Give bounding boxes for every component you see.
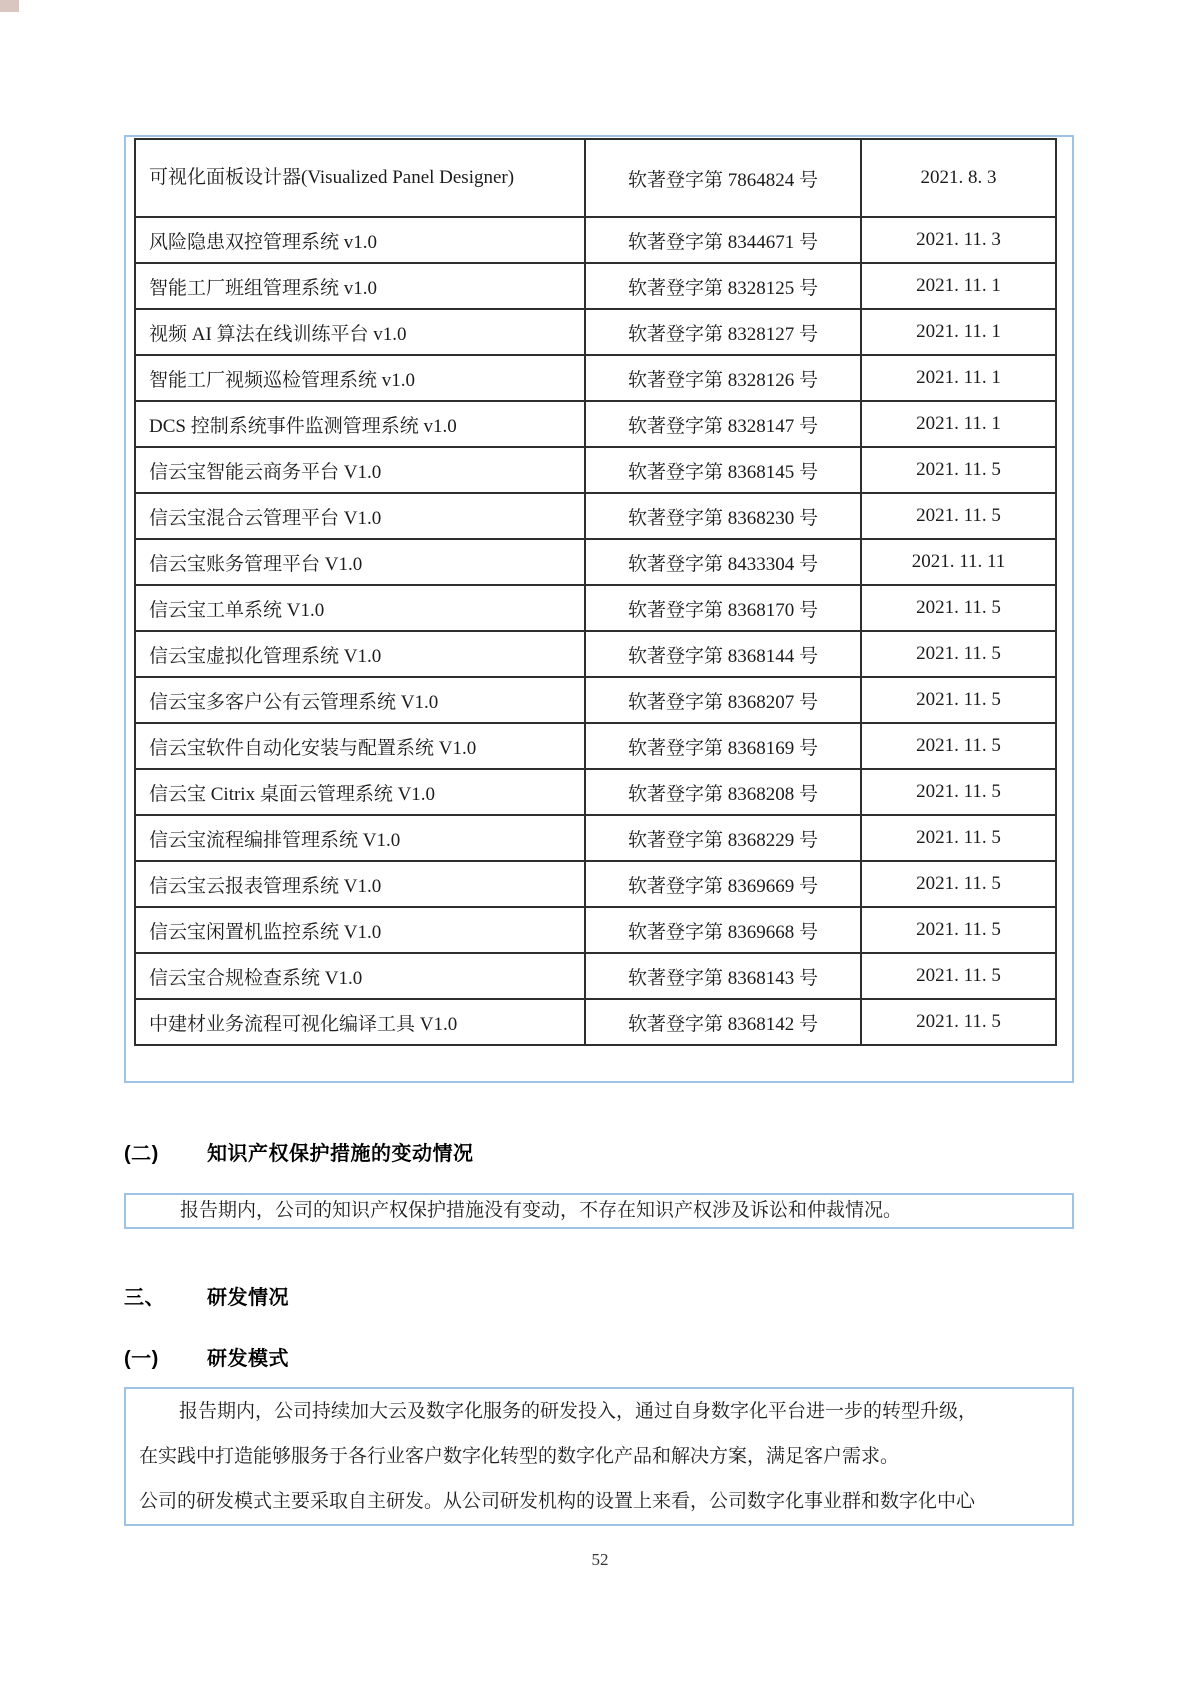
table-cell-reg: 软著登字第 7864824 号 — [585, 139, 861, 217]
table-row — [135, 139, 1056, 217]
table-cell-name: 信云宝合规检查系统 V1.0 — [135, 953, 585, 999]
table-row — [135, 723, 1056, 769]
section-title: 研发模式 — [207, 1348, 289, 1370]
table-cell-date: 2021. 11. 5 — [861, 999, 1056, 1045]
table-cell-date: 2021. 11. 5 — [861, 769, 1056, 815]
table-cell-date: 2021. 8. 3 — [861, 139, 1056, 217]
table-cell-name: 信云宝 Citrix 桌面云管理系统 V1.0 — [135, 769, 585, 815]
table-cell-date: 2021. 11. 11 — [861, 539, 1056, 585]
table-row — [135, 401, 1056, 447]
table-cell-reg: 软著登字第 8328126 号 — [585, 355, 861, 401]
table-cell-name: 信云宝流程编排管理系统 V1.0 — [135, 815, 585, 861]
section-number: (一) — [124, 1348, 159, 1370]
section-heading-rd — [124, 1286, 289, 1310]
table-cell-reg: 软著登字第 8369669 号 — [585, 861, 861, 907]
table-cell-name: 信云宝软件自动化安装与配置系统 V1.0 — [135, 723, 585, 769]
table-cell-date: 2021. 11. 5 — [861, 815, 1056, 861]
section-title: 知识产权保护措施的变动情况 — [207, 1143, 474, 1165]
section-number: 三、 — [124, 1287, 165, 1309]
software-copyright-table — [134, 138, 1057, 1046]
paragraph-line: 报告期内，公司持续加大云及数字化服务的研发投入，通过自身数字化平台进一步的转型升级， — [179, 1401, 978, 1422]
table-cell-reg: 软著登字第 8368145 号 — [585, 447, 861, 493]
table-row — [135, 539, 1056, 585]
paragraph-line: 在实践中打造能够服务于各行业客户数字化转型的数字化产品和解决方案，满足客户需求。 — [139, 1446, 900, 1467]
table-cell-date: 2021. 11. 5 — [861, 723, 1056, 769]
table-row — [135, 999, 1056, 1045]
section-title: 研发情况 — [207, 1287, 289, 1309]
table-row — [135, 769, 1056, 815]
table-row — [135, 447, 1056, 493]
table-cell-date: 2021. 11. 5 — [861, 631, 1056, 677]
table-row — [135, 263, 1056, 309]
table-cell-reg: 软著登字第 8368142 号 — [585, 999, 861, 1045]
paragraph-line: 公司的研发模式主要采取自主研发。从公司研发机构的设置上来看，公司数字化事业群和数字化中心 — [139, 1491, 976, 1512]
table-cell-name: 信云宝智能云商务平台 V1.0 — [135, 447, 585, 493]
table-row — [135, 309, 1056, 355]
table-cell-reg: 软著登字第 8433304 号 — [585, 539, 861, 585]
table-row — [135, 355, 1056, 401]
table-cell-name: 智能工厂班组管理系统 v1.0 — [135, 263, 585, 309]
table-cell-reg: 软著登字第 8328127 号 — [585, 309, 861, 355]
table-cell-reg: 软著登字第 8368229 号 — [585, 815, 861, 861]
table-cell-reg: 软著登字第 8369668 号 — [585, 907, 861, 953]
ip-change-text-box — [124, 1193, 1074, 1229]
table-cell-reg: 软著登字第 8368169 号 — [585, 723, 861, 769]
table-cell-reg: 软著登字第 8328147 号 — [585, 401, 861, 447]
table-cell-reg: 软著登字第 8328125 号 — [585, 263, 861, 309]
table-cell-name: 信云宝账务管理平台 V1.0 — [135, 539, 585, 585]
table-cell-date: 2021. 11. 1 — [861, 263, 1056, 309]
table-row — [135, 861, 1056, 907]
table-cell-reg: 软著登字第 8368230 号 — [585, 493, 861, 539]
table-cell-name: 信云宝工单系统 V1.0 — [135, 585, 585, 631]
scan-corner-artifact — [0, 0, 19, 12]
table-cell-reg: 软著登字第 8344671 号 — [585, 217, 861, 263]
section-heading-ip-change — [124, 1142, 474, 1166]
table-cell-name: 信云宝闲置机监控系统 V1.0 — [135, 907, 585, 953]
table-cell-name: 信云宝混合云管理平台 V1.0 — [135, 493, 585, 539]
copyright-table-body — [135, 139, 1056, 1045]
table-cell-name: 中建材业务流程可视化编译工具 V1.0 — [135, 999, 585, 1045]
table-cell-name: 可视化面板设计器(Visualized Panel Designer) — [135, 139, 585, 217]
table-cell-name: 信云宝云报表管理系统 V1.0 — [135, 861, 585, 907]
rd-mode-paragraph — [139, 1389, 1059, 1524]
table-cell-name: DCS 控制系统事件监测管理系统 v1.0 — [135, 401, 585, 447]
table-cell-reg: 软著登字第 8368170 号 — [585, 585, 861, 631]
table-cell-reg: 软著登字第 8368208 号 — [585, 769, 861, 815]
table-row — [135, 677, 1056, 723]
rd-mode-text-box — [124, 1387, 1074, 1526]
table-cell-reg: 软著登字第 8368143 号 — [585, 953, 861, 999]
section-number: (二) — [124, 1143, 159, 1165]
table-row — [135, 815, 1056, 861]
table-cell-name: 信云宝多客户公有云管理系统 V1.0 — [135, 677, 585, 723]
table-row — [135, 217, 1056, 263]
table-row — [135, 953, 1056, 999]
table-cell-reg: 软著登字第 8368144 号 — [585, 631, 861, 677]
table-row — [135, 493, 1056, 539]
table-cell-name: 风险隐患双控管理系统 v1.0 — [135, 217, 585, 263]
copyright-table-container — [124, 135, 1074, 1083]
table-cell-name: 智能工厂视频巡检管理系统 v1.0 — [135, 355, 585, 401]
table-cell-date: 2021. 11. 3 — [861, 217, 1056, 263]
table-cell-date: 2021. 11. 5 — [861, 447, 1056, 493]
table-cell-date: 2021. 11. 1 — [861, 309, 1056, 355]
table-cell-reg: 软著登字第 8368207 号 — [585, 677, 861, 723]
table-row — [135, 631, 1056, 677]
table-cell-date: 2021. 11. 1 — [861, 355, 1056, 401]
section-heading-rd-mode — [124, 1347, 289, 1371]
table-cell-date: 2021. 11. 5 — [861, 677, 1056, 723]
table-cell-name: 信云宝虚拟化管理系统 V1.0 — [135, 631, 585, 677]
page-number: 52 — [591, 1550, 609, 1569]
ip-change-paragraph: 报告期内，公司的知识产权保护措施没有变动，不存在知识产权涉及诉讼和仲裁情况。 — [180, 1200, 903, 1221]
table-row — [135, 907, 1056, 953]
table-cell-date: 2021. 11. 5 — [861, 861, 1056, 907]
table-cell-date: 2021. 11. 5 — [861, 907, 1056, 953]
table-cell-date: 2021. 11. 5 — [861, 953, 1056, 999]
table-cell-date: 2021. 11. 5 — [861, 493, 1056, 539]
table-cell-date: 2021. 11. 5 — [861, 585, 1056, 631]
table-row — [135, 585, 1056, 631]
table-cell-date: 2021. 11. 1 — [861, 401, 1056, 447]
table-cell-name: 视频 AI 算法在线训练平台 v1.0 — [135, 309, 585, 355]
